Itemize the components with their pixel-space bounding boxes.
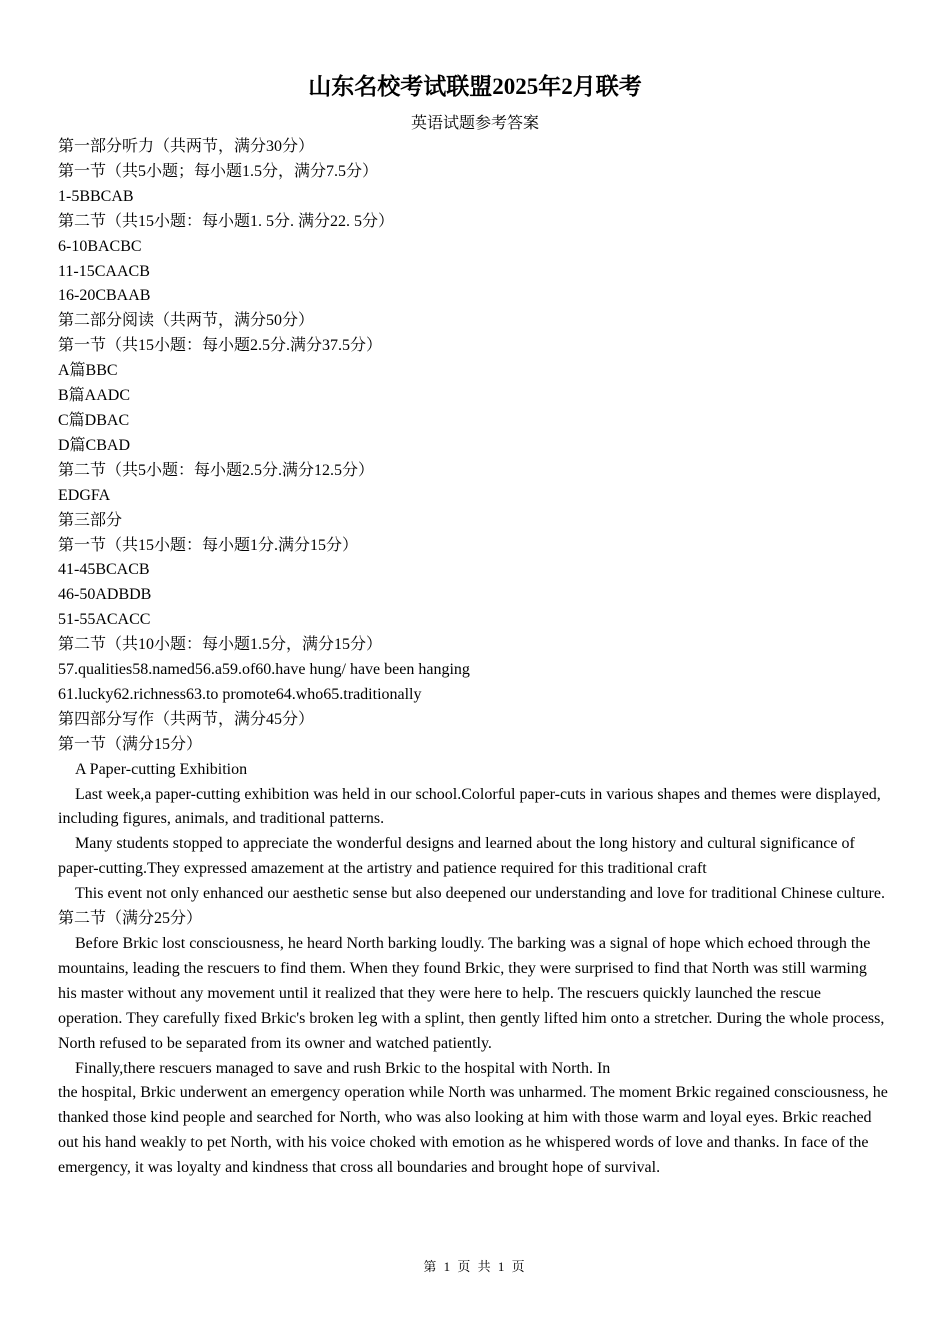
part4-section2-heading: 第二节（满分25分） (58, 910, 203, 928)
answer-line: 57.qualities58.named56.a59.of60.have hung/ have been hanging (58, 661, 470, 679)
part3-section1-heading: 第一节（共15小题：每小题1分.满分15分） (58, 536, 359, 554)
essay-title: A Paper-cutting Exhibition (75, 760, 248, 778)
answer-line: D篇CBAD (58, 436, 131, 454)
answer-line: 16-20CBAAB (58, 287, 151, 305)
document-title: 山东名校考试联盟2025年2月联考 (308, 74, 642, 99)
answer-content (58, 135, 888, 1181)
part2-heading: 第二部分阅读（共两节，满分50分） (58, 312, 315, 330)
page-number: 第 1 页 共 1 页 (423, 1259, 527, 1274)
answer-line: 1-5BBCAB (58, 187, 134, 205)
part3-section2-heading: 第二节（共10小题：每小题1.5分，满分15分） (58, 636, 383, 654)
story-paragraph-continued: the hospital, Brkic underwent an emergency operation while North was unharmed. The moment Brkic regained consciousness, he thanked those kind people and searched for North, who was also looking at him with those warm and loyal eyes. Brkic reached out his hand weakly to pet North, with his voice choked with emotion as he whispered words of love and thanks. In face of the emergency, it was loyalty and kindness that cross all boundaries and brought hope of survival. (58, 1084, 888, 1177)
answer-line: 61.lucky62.richness63.to promote64.who65.traditionally (58, 685, 422, 703)
part3-heading: 第三部分 (58, 511, 123, 529)
answer-line: B篇AADC (58, 387, 131, 405)
essay-paragraph: Many students stopped to appreciate the wonderful designs and learned about the long history and cultural significance of paper-cutting.They expressed amazement at the artistry and patience required for this traditional craft (58, 835, 855, 878)
part1-heading: 第一部分听力（共两节，满分30分） (58, 138, 315, 155)
story-paragraph: Before Brkic lost consciousness, he heard North barking loudly. The barking was a signal of hope which echoed through the mountains, leading the rescuers to find them. When they found Brkic, they were surprised to find that North was still warming his master without any movement until it realized that they were here to help. The rescuers quickly launched the rescue operation. They carefully fixed Brkic's broken leg with a splint, then gently lifted him onto a stretcher. During the whole process, North refused to be separated from its owner and watched patiently. (58, 935, 885, 1052)
answer-line: 41-45BCACB (58, 561, 150, 579)
part2-section1-heading: 第一节（共15小题：每小题2.5分.满分37.5分） (58, 337, 383, 355)
answer-line: 46-50ADBDB (58, 586, 152, 604)
answer-line: A篇BBC (58, 362, 118, 380)
part4-section1-heading: 第一节（满分15分） (58, 735, 203, 753)
story-paragraph-lead: Finally,there rescuers managed to save and rush Brkic to the hospital with North. In (75, 1059, 611, 1077)
essay-paragraph: Last week,a paper-cutting exhibition was held in our school.Colorful paper-cuts in various shapes and themes were displayed, including figures, animals, and traditional patterns. (58, 785, 881, 828)
part2-section2-heading: 第二节（共5小题：每小题2.5分.满分12.5分） (58, 461, 375, 479)
answer-line: EDGFA (58, 486, 111, 504)
part4-heading: 第四部分写作（共两节，满分45分） (58, 710, 315, 728)
part1-section1-heading: 第一节（共5小题；每小题1.5分，满分7.5分） (58, 162, 379, 180)
answer-line: C篇DBAC (58, 411, 130, 429)
essay-paragraph: This event not only enhanced our aesthetic sense but also deepened our understanding and love for traditional Chinese culture. (75, 885, 885, 903)
document-subtitle: 英语试题参考答案 (410, 115, 539, 132)
answer-line: 11-15CAACB (58, 262, 150, 280)
part1-section2-heading: 第二节（共15小题：每小题1. 5分. 满分22. 5分） (58, 212, 395, 230)
answer-line: 6-10BACBC (58, 237, 142, 255)
answer-line: 51-55ACACC (58, 611, 151, 629)
